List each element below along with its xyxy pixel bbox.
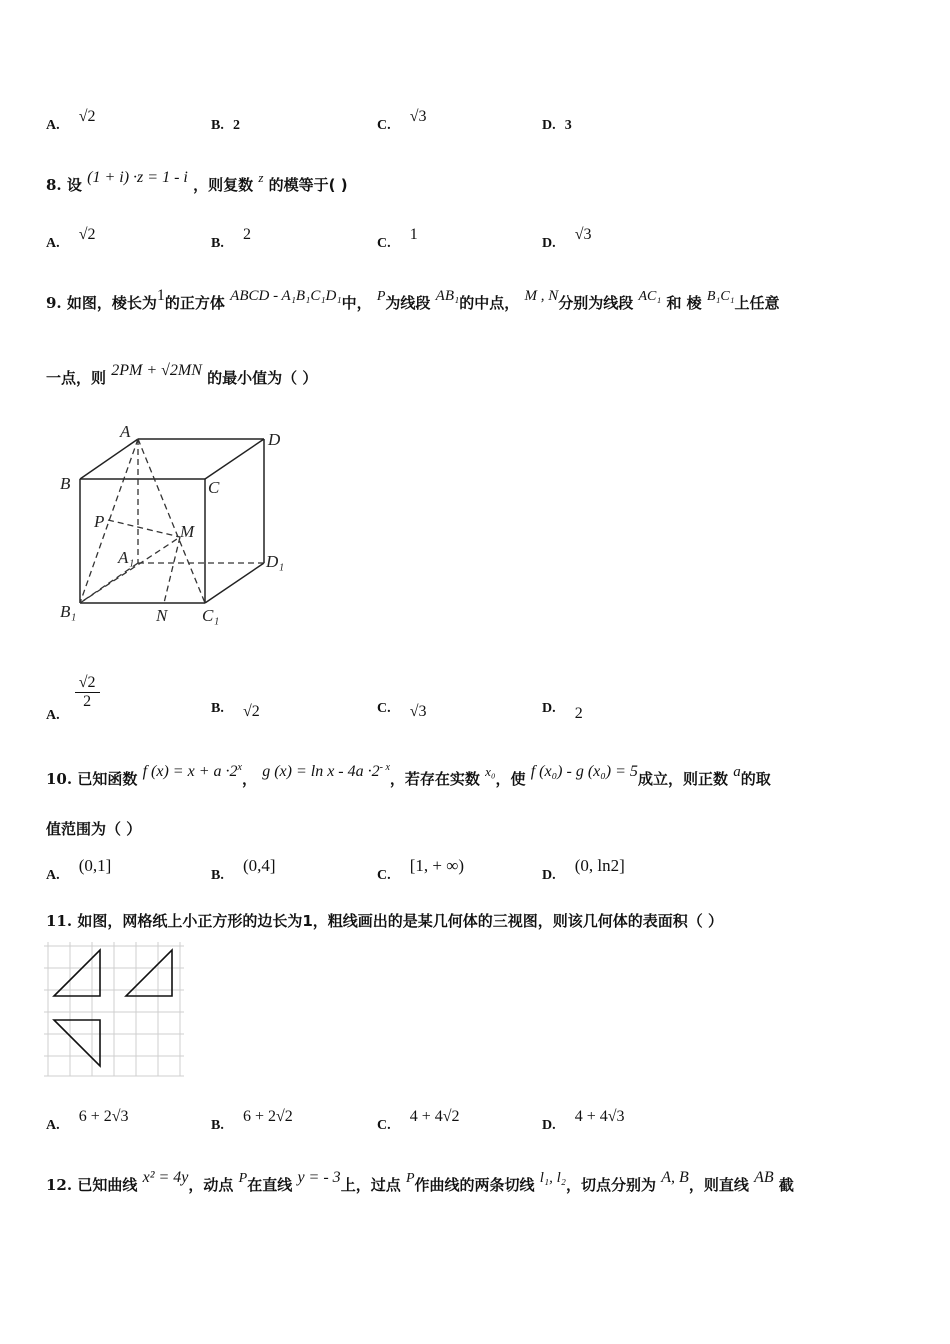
option-value: √2 bbox=[78, 108, 96, 125]
label-C: C bbox=[208, 478, 220, 497]
option-value: 2 bbox=[232, 118, 240, 133]
option-label: C. bbox=[377, 701, 391, 716]
q10-option-b[interactable] bbox=[211, 856, 276, 884]
q12-math: AB bbox=[754, 1169, 774, 1186]
q12-math: P bbox=[238, 1171, 248, 1186]
q9-option-b[interactable] bbox=[211, 697, 260, 720]
q10-option-c[interactable] bbox=[377, 856, 464, 884]
q11-option-c[interactable] bbox=[377, 1108, 460, 1134]
q12-text: ，切点分别为 bbox=[566, 1176, 657, 1194]
option-value: 2 bbox=[242, 226, 251, 243]
q9-math: AB₁ bbox=[435, 288, 460, 304]
q12-text: 作曲线的两条切线 bbox=[414, 1176, 535, 1194]
option-value: 1 bbox=[409, 226, 418, 243]
option-value: 4 + 4√2 bbox=[409, 1108, 460, 1125]
q8-option-a[interactable] bbox=[46, 226, 96, 252]
label-A1: A₁ bbox=[118, 548, 135, 567]
q12-stem bbox=[46, 1169, 794, 1195]
q12-curve: x² = 4y bbox=[142, 1169, 189, 1186]
question-number: 11. bbox=[46, 912, 73, 930]
option-label: A. bbox=[46, 708, 60, 723]
q10-math: a bbox=[733, 764, 741, 780]
q8-option-c[interactable] bbox=[377, 226, 418, 252]
option-fraction bbox=[75, 674, 100, 711]
option-label: A. bbox=[46, 868, 60, 883]
label-A: A bbox=[120, 422, 131, 441]
option-value: √3 bbox=[574, 226, 592, 243]
q12-text: 上，过点 bbox=[340, 1176, 401, 1194]
option-label: D. bbox=[542, 118, 556, 133]
q12-line: y = - 3 bbox=[297, 1169, 341, 1186]
option-label: D. bbox=[542, 701, 556, 716]
q10-math: x₀ bbox=[485, 764, 496, 779]
label-B: B bbox=[60, 474, 71, 493]
question-number: 9. bbox=[46, 294, 62, 312]
q12-math: P bbox=[405, 1171, 415, 1186]
label-C1: C₁ bbox=[202, 606, 220, 625]
q9-text: 中， bbox=[341, 294, 372, 312]
q9-option-d[interactable] bbox=[542, 697, 583, 722]
q9-math: AC₁ bbox=[638, 289, 662, 304]
option-label: A. bbox=[46, 236, 60, 251]
q10-text: ，若存在实数 bbox=[389, 770, 480, 788]
question-number: 8. bbox=[46, 176, 62, 194]
q9-math: P bbox=[376, 289, 386, 304]
option-label: B. bbox=[211, 701, 224, 716]
option-label: D. bbox=[542, 1118, 556, 1133]
q12-math: A, B bbox=[661, 1169, 689, 1186]
q8-text: 设 bbox=[66, 176, 82, 194]
option-label: D. bbox=[542, 236, 556, 251]
q8-var: z bbox=[258, 170, 264, 185]
label-B1: B₁ bbox=[60, 602, 77, 621]
q8-formula: (1 + i) ·z = 1 - i bbox=[87, 169, 188, 186]
q10-text: 值范围为（ ） bbox=[46, 820, 142, 838]
option-value: √2 bbox=[78, 226, 96, 243]
option-label: C. bbox=[377, 868, 391, 883]
q9-text: 如图，棱长为 bbox=[66, 294, 157, 312]
option-label: B. bbox=[211, 1118, 224, 1133]
option-value: (0,4] bbox=[242, 856, 276, 875]
option-value: √3 bbox=[409, 108, 427, 125]
q12-text: ，则直线 bbox=[688, 1176, 749, 1194]
q12-math: l₁, l₂ bbox=[539, 1170, 567, 1186]
option-value: 6 + 2√3 bbox=[78, 1108, 129, 1125]
q10-text: ， bbox=[241, 770, 257, 788]
q8-text: 的模等于( ) bbox=[268, 176, 348, 194]
q10-text: ，使 bbox=[495, 770, 526, 788]
q9-option-a[interactable] bbox=[46, 674, 100, 723]
label-M: M bbox=[180, 522, 195, 541]
q11-option-b[interactable] bbox=[211, 1108, 293, 1134]
q7-option-d[interactable] bbox=[542, 114, 572, 134]
q8-stem bbox=[46, 169, 348, 195]
q10-option-d[interactable] bbox=[542, 856, 625, 884]
q9-math: 1 bbox=[156, 287, 165, 304]
q9-text: 上任意 bbox=[734, 294, 780, 312]
q9-option-c[interactable] bbox=[377, 697, 427, 720]
option-value: 3 bbox=[564, 118, 572, 133]
option-label: C. bbox=[377, 1118, 391, 1133]
option-label: B. bbox=[211, 118, 224, 133]
q10-f-formula: f (x) = x + a ·2 bbox=[142, 763, 238, 780]
q9-math: 2PM + √2MN bbox=[111, 362, 202, 379]
q12-text: 已知曲线 bbox=[77, 1176, 138, 1194]
option-label: D. bbox=[542, 868, 556, 883]
q9-text: 分别为线段 bbox=[558, 294, 634, 312]
option-value: √3 bbox=[409, 703, 427, 720]
q9-stem-line2 bbox=[46, 362, 318, 388]
q9-stem-line1 bbox=[46, 287, 780, 313]
label-P: P bbox=[94, 512, 105, 531]
option-value: [1, + ∞) bbox=[409, 856, 464, 875]
fraction-denominator: 2 bbox=[83, 693, 92, 710]
q8-text: ，则复数 bbox=[193, 176, 254, 194]
q10-f-exponent: x bbox=[237, 762, 242, 773]
fraction-numerator: √2 bbox=[75, 674, 100, 693]
q9-text: 的正方体 bbox=[164, 294, 225, 312]
label-D: D bbox=[268, 430, 281, 449]
q11-option-d[interactable] bbox=[542, 1108, 625, 1134]
option-label: B. bbox=[211, 868, 224, 883]
q10-g-formula: g (x) = ln x - 4a ·2 bbox=[262, 763, 380, 780]
label-D1: D₁ bbox=[266, 552, 285, 571]
q9-text: 一点，则 bbox=[46, 369, 107, 387]
q7-option-a[interactable] bbox=[46, 108, 96, 134]
q10-option-a[interactable] bbox=[46, 856, 112, 884]
q7-option-c[interactable] bbox=[377, 108, 427, 134]
q9-text: 和 棱 bbox=[666, 294, 702, 312]
q9-text: 为线段 bbox=[385, 294, 431, 312]
q9-cube-figure bbox=[40, 415, 310, 635]
q8-option-d[interactable] bbox=[542, 226, 592, 252]
option-label: B. bbox=[211, 236, 224, 251]
q11-text: 如图，网格纸上小正方形的边长为1，粗线画出的是某几何体的三视图，则该几何体的表面积（ ） bbox=[77, 912, 724, 930]
q12-text: 在直线 bbox=[247, 1176, 293, 1194]
option-value: (0,1] bbox=[78, 856, 112, 875]
q9-text: 的中点， bbox=[459, 294, 520, 312]
q9-math: M , N bbox=[524, 288, 559, 304]
option-value: 2 bbox=[574, 705, 583, 722]
q10-text: 的取 bbox=[740, 770, 771, 788]
option-value: (0, ln2] bbox=[574, 856, 625, 875]
q10-condition: f (x₀) - g (x₀) = 5 bbox=[530, 763, 638, 780]
q9-math: B₁C₁ bbox=[706, 289, 735, 304]
option-label: A. bbox=[46, 1118, 60, 1133]
question-number: 12. bbox=[46, 1176, 73, 1194]
option-label: C. bbox=[377, 236, 391, 251]
q9-text: 的最小值为（ ） bbox=[207, 369, 318, 387]
q8-option-b[interactable] bbox=[211, 226, 251, 252]
q12-text: ，动点 bbox=[188, 1176, 234, 1194]
question-number: 10. bbox=[46, 770, 73, 788]
option-label: A. bbox=[46, 118, 60, 133]
q11-option-a[interactable] bbox=[46, 1108, 129, 1134]
q10-g-exponent: - x bbox=[379, 762, 390, 773]
q10-text: 已知函数 bbox=[77, 770, 138, 788]
option-value: 4 + 4√3 bbox=[574, 1108, 625, 1125]
label-N: N bbox=[156, 606, 168, 625]
q9-math: ABCD - A₁B₁C₁D₁ bbox=[230, 288, 342, 304]
q10-stem-line1 bbox=[46, 762, 771, 789]
q10-stem-line2 bbox=[46, 818, 141, 839]
q11-three-view-figure bbox=[44, 942, 186, 1080]
option-value: √2 bbox=[242, 703, 260, 720]
q12-text: 截 bbox=[778, 1176, 794, 1194]
option-value: 6 + 2√2 bbox=[242, 1108, 293, 1125]
q7-option-b[interactable] bbox=[211, 114, 240, 134]
option-label: C. bbox=[377, 118, 391, 133]
q11-stem bbox=[46, 910, 723, 931]
q10-text: 成立，则正数 bbox=[637, 770, 728, 788]
